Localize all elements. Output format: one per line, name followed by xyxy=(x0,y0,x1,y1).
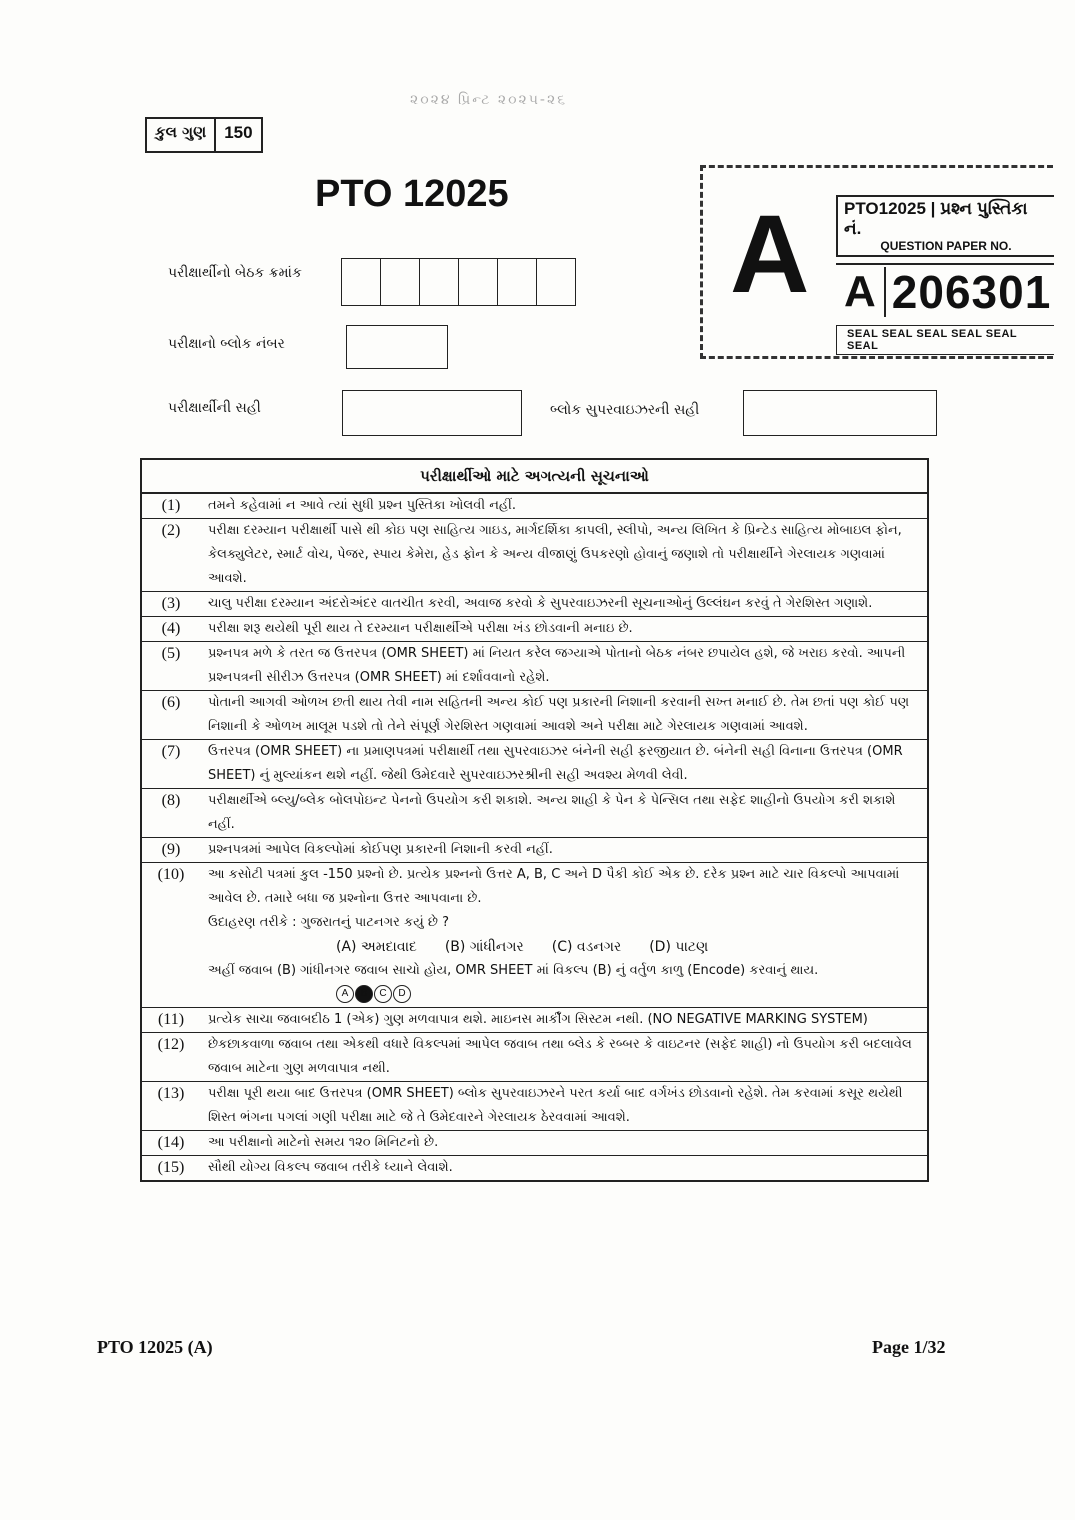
instruction-text: પ્રશ્નપત્રમાં આપેલ વિકલ્પોમાં કોઈપણ પ્રકારની નિશાની કરવી નહીં. xyxy=(208,842,553,857)
instruction-text: ઉત્તરપત્ર (OMR SHEET) ના પ્રમાણપત્રમાં પરીક્ષાર્થી તથા સુપરવાઇઝર બંનેની સહી ફરજીયાત છે. બંનેની સહી વિનાના ઉત્તરપત્ર (OMR SHEET) નું મુલ્યાંકન થશે નહીં. જેથી ઉમેદવારે સુપરવાઇઝરશ્રીની સહી અવશ્ય મેળવી લેવી. xyxy=(208,744,903,783)
instruction-number: (11) xyxy=(157,1011,185,1028)
qp-number-row xyxy=(836,263,1054,319)
instruction-text: તમને કહેવામાં ન આવે ત્યાં સુધી પ્રશ્ન પુસ્તિકા ખોલવી નહીં. xyxy=(208,498,516,513)
question-paper-number-box xyxy=(836,195,1054,352)
instruction-number: (15) xyxy=(157,1159,185,1176)
total-marks-value: 150 xyxy=(224,123,253,142)
seat-digit-box[interactable] xyxy=(381,259,420,305)
seat-digit-box[interactable] xyxy=(342,259,381,305)
omr-bubble-c: C xyxy=(374,985,392,1003)
seat-digit-box[interactable] xyxy=(498,259,537,305)
instruction-row xyxy=(142,1156,927,1180)
omr-bubble-b-filled: B xyxy=(355,985,373,1003)
instructions-table xyxy=(140,458,929,1182)
instruction-text: આ પરીક્ષાનો માટેનો સમય ૧૨૦ મિનિટનો છે. xyxy=(208,1135,439,1150)
seat-number-boxes[interactable] xyxy=(341,258,576,306)
footer-paper-code: PTO 12025 (A) xyxy=(97,1337,213,1357)
instruction-text: પરીક્ષા શરૂ થયેથી પૂરી થાય તે દરમ્યાન પરીક્ષાર્થીએ પરીક્ષા ખંડ છોડવાની મનાઇ છે. xyxy=(208,621,633,636)
instruction-text: સૌથી યોગ્ય વિકલ્પ જવાબ તરીકે ધ્યાને લેવાશે. xyxy=(208,1160,453,1175)
instruction-row xyxy=(142,519,927,592)
seal-strip: SEAL SEAL SEAL SEAL SEAL SEAL xyxy=(836,325,1054,355)
paper-code: PTO 12025 xyxy=(315,173,509,215)
instruction-row xyxy=(142,494,927,519)
example-answer-note: અહીં જવાબ (B) ગાંધીનગર જવાબ સાચો હોય, OMR SHEET માં વિકલ્પ (B) નું વર્તુળ કાળુ (Encode) કરવાનું થાય. xyxy=(208,963,819,978)
instruction-text: પ્રશ્નપત્ર મળે કે તરત જ ઉત્તરપત્ર (OMR SHEET) માં નિયત કરેલ જગ્યાએ પોતાનો બેઠક નંબર છપાયેલ હશે, જે ખરાઇ કરવો. આપની પ્રશ્નપત્રની સીરીઝ ઉત્તરપત્ર (OMR SHEET) માં દર્શાવવાનો રહેશે. xyxy=(208,646,906,685)
instruction-number: (13) xyxy=(157,1085,185,1102)
instruction-text: છેકછાકવાળા જવાબ તથા એકથી વધારે વિકલ્પમાં આપેલ જવાબ તથા બ્લેડ કે રબ્બર કે વાઇટનર (સફેદ શાહી) નો ઉપયોગ કરી બદલાવેલ જવાબ માટેના ગુણ મળવાપાત્ર નથી. xyxy=(208,1037,912,1076)
instruction-row xyxy=(142,789,927,838)
seat-digit-box[interactable] xyxy=(537,259,575,305)
block-number-label: પરીક્ષાનો બ્લોક નંબર xyxy=(168,336,285,352)
instruction-number: (14) xyxy=(157,1134,185,1151)
qp-label: PTO12025 | પ્રશ્ન પુસ્તિકા નં. xyxy=(844,199,1028,238)
instruction-text: ચાલુ પરીક્ષા દરમ્યાન અંદરોઅંદર વાતચીત કરવી, અવાજ કરવો કે સુપરવાઇઝરની સૂચનાઓનું ઉલ્લંઘન કરવું તે ગેરશિસ્ત ગણાશે. xyxy=(208,596,873,611)
seat-digit-box[interactable] xyxy=(420,259,459,305)
instruction-10-text: આ કસોટી પત્રમાં કુલ -150 પ્રશ્નો છે. પ્રત્યેક પ્રશ્નનો ઉત્તર A, B, C અને D પૈકી કોઈ એક છે. દરેક પ્રશ્ન માટે ચાર વિકલ્પો આપવામાં આવેલ છે. તમારે બધા જ પ્રશ્નોના ઉત્તર આપવાના છે. xyxy=(208,867,900,906)
example-options xyxy=(208,935,921,959)
instruction-number: (10) xyxy=(157,866,185,883)
instruction-number: (4) xyxy=(161,620,181,637)
instruction-text: પોતાની આગવી ઓળખ છતી થાય તેવી નામ સહિતની અન્ય કોઈ પણ પ્રકારની નિશાની કરવાની સખ્ત મનાઈ છે. તેમ છતાં પણ કોઈ પણ નિશાની કે ઓળખ માલૂમ પડશે તો તેને સંપૂર્ણ ગેરશિસ્ત ગણવામાં આવશે અને પરીક્ષા માટે ગેરલાયક ગણવામાં આવશે. xyxy=(208,695,910,734)
instructions-title: પરીક્ષાર્થીઓ માટે અગત્યની સૂચનાઓ xyxy=(142,460,927,494)
series-letter-large: A xyxy=(730,193,810,316)
candidate-signature-label: પરીક્ષાર્થીની સહી xyxy=(168,400,261,416)
example-option: (B) ગાંધીનગર xyxy=(444,939,524,955)
instruction-row xyxy=(142,1033,927,1082)
instruction-row xyxy=(142,617,927,642)
total-marks-label: કુલ ગુણ xyxy=(147,119,216,151)
instruction-text xyxy=(200,863,927,1007)
supervisor-signature-box[interactable] xyxy=(743,390,937,436)
instruction-row xyxy=(142,863,927,1008)
example-option: (A) અમદાવાદ xyxy=(336,939,417,955)
supervisor-signature-label: બ્લોક સુપરવાઇઝરની સહી xyxy=(550,402,700,418)
footer-page-number: Page 1/32 xyxy=(872,1337,946,1357)
instruction-row xyxy=(142,691,927,740)
instruction-row xyxy=(142,642,927,691)
qp-series: A xyxy=(836,267,886,317)
omr-bubble-d: D xyxy=(393,985,411,1003)
instruction-row xyxy=(142,592,927,617)
instruction-text: પરીક્ષાર્થીએ બ્લ્યુ/બ્લેક બોલપોઇન્ટ પેનનો ઉપયોગ કરી શકાશે. અન્ય શાહી કે પેન કે પેન્સિલ તથા સફેદ શાહીનો ઉપયોગ કરી શકાશે નહીં. xyxy=(208,793,896,832)
faint-stamp: ૨૦૨૪ પ્રિન્ટ ૨૦૨૫-૨૬ xyxy=(410,92,568,108)
instruction-number: (7) xyxy=(161,743,181,760)
instruction-row xyxy=(142,1082,927,1131)
instruction-text: પ્રત્યેક સાચા જવાબદીઠ 1 (એક) ગુણ મળવાપાત્ર થશે. માઇનસ માર્કીંગ સિસ્ટમ નથી. (NO NEGATIVE MARKING SYSTEM) xyxy=(208,1012,868,1027)
instruction-row xyxy=(142,1008,927,1033)
instruction-number: (8) xyxy=(161,792,181,809)
qp-number: 206301 xyxy=(891,266,1052,318)
instruction-number: (1) xyxy=(161,497,181,514)
instruction-number: (5) xyxy=(161,645,181,662)
instruction-text: પરીક્ષા દરમ્યાન પરીક્ષાર્થી પાસે થી કોઇ પણ સાહિત્ય ગાઇડ, માર્ગદર્શિકા કાપલી, સ્લીપો, અન્ય લિખિત કે પ્રિન્ટેડ સાહિત્ય મોબાઇલ ફોન, કેલક્યુલેટર, સ્માર્ટ વોચ, પેજર, સ્પાય કેમેરા, હેડ ફોન કે અન્ય વીજાણું ઉપકરણો હોવાનું જણાશે તો પરીક્ષાર્થીને ગેરલાયક ગણવામાં આવશે. xyxy=(208,523,902,586)
seat-number-label: પરીક્ષાર્થીનો બેઠક ક્રમાંક xyxy=(168,265,302,281)
instruction-number: (6) xyxy=(161,694,181,711)
instruction-number: (9) xyxy=(161,841,181,858)
seat-digit-box[interactable] xyxy=(459,259,498,305)
example-option: (C) વડનગર xyxy=(551,939,622,955)
instruction-number: (12) xyxy=(157,1036,185,1053)
instruction-number: (3) xyxy=(161,595,181,612)
instruction-row xyxy=(142,838,927,863)
example-question: ઉદાહરણ તરીકે : ગુજરાતનું પાટનગર કયું છે ? xyxy=(208,915,449,930)
qp-label-en: QUESTION PAPER NO. xyxy=(880,239,1012,253)
instruction-row xyxy=(142,740,927,789)
qp-header xyxy=(836,195,1054,257)
total-marks-box xyxy=(145,117,263,153)
instruction-row xyxy=(142,1131,927,1156)
example-option: (D) પાટણ xyxy=(649,939,709,955)
instruction-text: પરીક્ષા પૂરી થયા બાદ ઉત્તરપત્ર (OMR SHEET) બ્લોક સુપરવાઇઝરને પરત કર્યા બાદ વર્ગખંડ છોડવાનો રહેશે. તેમ કરવામાં કસૂર થયેથી શિસ્ત ભંગના પગલાં ગણી પરીક્ષા માટે જે તે ઉમેદવારને ગેરલાયક ઠેરવવામાં આવશે. xyxy=(208,1086,903,1125)
omr-bubble-a: A xyxy=(336,985,354,1003)
omr-bubble-example xyxy=(208,985,921,1003)
candidate-signature-box[interactable] xyxy=(342,390,522,436)
block-number-box[interactable] xyxy=(346,325,448,369)
instruction-number: (2) xyxy=(161,522,181,539)
